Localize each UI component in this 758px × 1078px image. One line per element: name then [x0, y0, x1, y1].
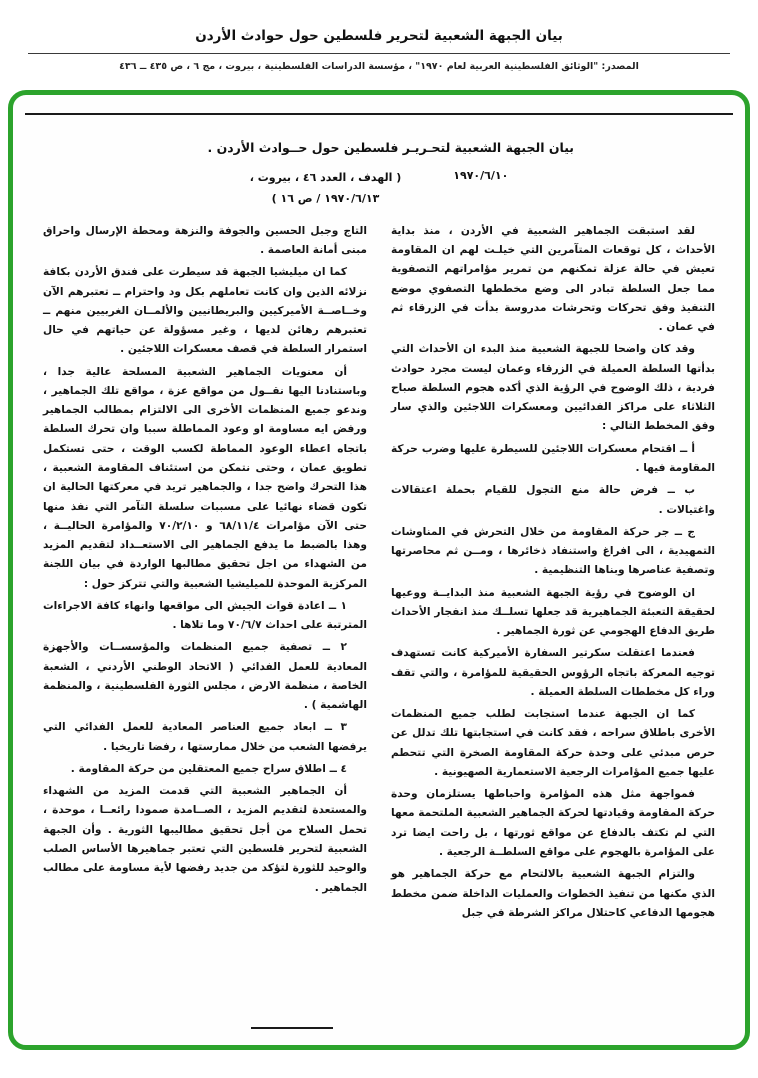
paragraph: فمواجهة مثل هذه المؤامرة واحباطها يستلزمان وحدة حركة المقاومة وقيادتها لحركة الجماهير الشعبية الملتحمة معها التي لم تكتف بالدفاع عن مواقع ثورتها ، بل راحت ايضا ترد على المؤامرة بالهجوم على مواقع السلطــة الرجعية .	[391, 788, 715, 859]
reference-line-1: ( الهدف ، العدد ٤٦ ، بيروت ،	[249, 171, 402, 184]
list-item-a: أ ــ اقتحام معسكرات اللاجئين للسيطرة عليها وضرب حركة المقاومة فيها .	[391, 442, 715, 474]
document-reference	[250, 168, 402, 210]
paragraph: فعندما اعتقلت سكرتير السفارة الأميركية كانت تستهدف توجيه المعركة باتجاه الرؤوس الحقيقية للمؤامرة ، والتي تقف وراء كل مخططات السلطة العميلة .	[391, 647, 715, 698]
scan-top-border	[25, 113, 733, 115]
paragraph: كما ان الجبهة عندما استجابت لطلب جميع المنظمات الأخرى باطلاق سراحه ، فقد كانت في استجابتها تلك تدلل عن حرص مبدئي على وحدة حركة المقاومة الصخرة التي تتحطم عليها جميع المؤامرات الرجعية الاستعمارية الصهيونية .	[391, 708, 715, 778]
paragraph: أن معنويات الجماهير الشعبية المسلحة عالية جدا ، وباستنادنا اليها نقــول من مواقع عزة ، مواقع تلك الجماهير ، وندعو جميع المنظمات الأخرى الى الالتزام بمطالب الجماهير ورفض ايه مساومة او وعود المماطلة سببا وان تحرك السلطة باتجاه اعطاء الوعود المماطة لكسب الوقت ، حتى تستكمل تطويق عمان ، وحتى نتمكن من استئناف المقاومة الشعبية ، هذا التحرك واضح جدا ، والجماهير تريد في معركتها الحالية ان تكون قضاء نهائيا على مسببات سلسلة التآمر التي نفذ منها حتى الآن مؤامرات ٦٨/١١/٤ و ٧٠/٢/١٠ والمؤامرة الحاليــة ، وهذا بالضبط ما يدفع الجماهير الى الاستعــداد لتقديم المزيد من الشهداء من اجل تحقيق مطالبها الواردة في بيان اللجنة المركزية الموحدة للميليشيا الشعبية والتي تتركز حول :	[43, 365, 368, 590]
reference-line-2: ١٩٧٠/٦/١٣ / ص ١٦ )	[271, 191, 380, 205]
list-item-b: ب ــ فرض حالة منع التجول للقيام بحملة اعتقالات واغتيالات .	[391, 484, 715, 516]
paragraph: لقد استبقت الجماهير الشعبية في الأردن ، منذ بداية الأحداث ، كل توقعات المتآمرين التي خيلـت لهم ان المقاومة تعيش في حالة عزلة تمكنهم من تمرير مؤامراتهم التصفوية مما جعل السلطة تبادر الى وضع مخططها التصفوي موضع التنفيذ وفق تحركات وتحرشات مدروسة بدأت في الزرقاء ثم في عمان .	[391, 224, 715, 334]
list-item-c: ج ــ جر حركة المقاومة من خلال التحرش في المناوشات التمهيدية ، الى افراغ واستنفاد ذخائرها ، ومــن ثم محاصرتها وتصفية عناصرها وبناها التنظيمية .	[391, 525, 715, 577]
document-meta	[43, 168, 715, 210]
page-title: بيان الجبهة الشعبية لتحرير فلسطين حول حوادث الأردن	[195, 28, 563, 44]
column-right	[391, 222, 715, 926]
paragraph: والتزام الجبهة الشعبية بالالتحام مع حركة الجماهير هو الذي مكنها من تنفيذ الخطوات والعمليات الداخلة ضمن مخطط هجومها الدفاعي كاحتلال مراكز الشرطة في جبل	[391, 868, 715, 919]
document-title: بيان الجبهة الشعبية لتحـريـر فلسطين حول حــوادث الأردن .	[207, 140, 574, 155]
document-scan	[13, 95, 745, 1045]
paragraph: ان الوضوح في رؤية الجبهة الشعبية منذ البدايــة ووعيها لحقيقة التعبئة الجماهيرية قد جعلها تسلــك منذ انفجار الأحداث طريق الدفاع الهجومي عن ثورة الجماهير .	[391, 586, 715, 638]
document-body	[43, 222, 715, 926]
source-line: المصدر: "الوثائق الفلسطينية العربية لعام ١٩٧٠" ، مؤسسة الدراسات الفلسطينية ، بيروت ، مج ٦ ، ص ٤٣٥ ــ ٤٣٦	[119, 61, 639, 72]
paragraph: وقد كان واضحا للجبهة الشعبية منذ البدء ان الأحداث التي بدأتها السلطة العميلة في الزرقاء وعمان ليست مجرد حوادث فردية ، ذلك الوضوح في الرؤية الذي أكده هجوم السلطة صباح الثلاثاء على مراكز الفدائيين ومعسكرات اللاجئين والذي سار وفق المخطط التالي :	[391, 343, 715, 433]
list-item-2: ٢ ــ تصفية جميع المنظمات والمؤسســات والأجهزة المعادية للعمل الفدائي ( الاتحاد الوطني الأردني ، الشعبة الخاصة ، منظمة الارض ، مجلس الثورة الفلسطينية ، والمنظمة الهاشمية ) .	[43, 641, 367, 712]
list-item-4: ٤ ــ اطلاق سراح جميع المعتقلين من حركة المقاومة .	[70, 762, 347, 775]
list-item-1: ١ ــ اعادة قوات الجيش الى مواقعها وانهاء كافة الاجراءات المترتبة على احداث ٧٠/٦/٧ وما تلاها .	[43, 599, 367, 632]
document-date: ١٩٧٠/٦/١٠	[453, 169, 509, 182]
paragraph-continuation: التاج وجبل الحسين والجوفة والنزهة ومحطة الإرسال واحراق مبنى أمانة العاصمة .	[43, 224, 367, 257]
paragraph: كما ان ميليشيا الجبهة قد سيطرت على فندق الأردن بكافة نزلائه الذين وان كانت تعاملهم بكل ود واحترام ــ تعتبرهم الآن وخــاصــة الأميركيين والبريطانيين والألمــان الغربيين منهم ــ تعتبرهم رهائن لديها ، وغير مسؤولة عن حياتهم في حال استمرار السلطة في قصف معسكرات اللاجئين .	[43, 266, 367, 356]
page-header	[0, 28, 758, 72]
scan-bottom-mark	[251, 1027, 333, 1029]
paragraph: أن الجماهير الشعبية التي قدمت المزيد من الشهداء والمستعدة لتقديم المزيد ، الصــامدة صمودا رائعــا ، موحدة ، تحمل السلاح من أجل تحقيق مطاليبها الثورية . وأن الجبهة الشعبية لتحرير فلسطين التي تعتبر جماهيرها الأساس الصلب والوحيد للثورة لتؤكد من جديد رفضها لأية مساومة على مطالب الجماهير .	[43, 785, 367, 894]
scan-frame	[8, 90, 750, 1050]
list-item-3: ٣ ــ ابعاد جميع العناصر المعادية للعمل الفدائي التي يرفضها الشعب من خلال ممارستها ، رفضا تاريخيا .	[43, 721, 367, 753]
header-divider	[28, 53, 730, 54]
column-left	[43, 222, 367, 926]
